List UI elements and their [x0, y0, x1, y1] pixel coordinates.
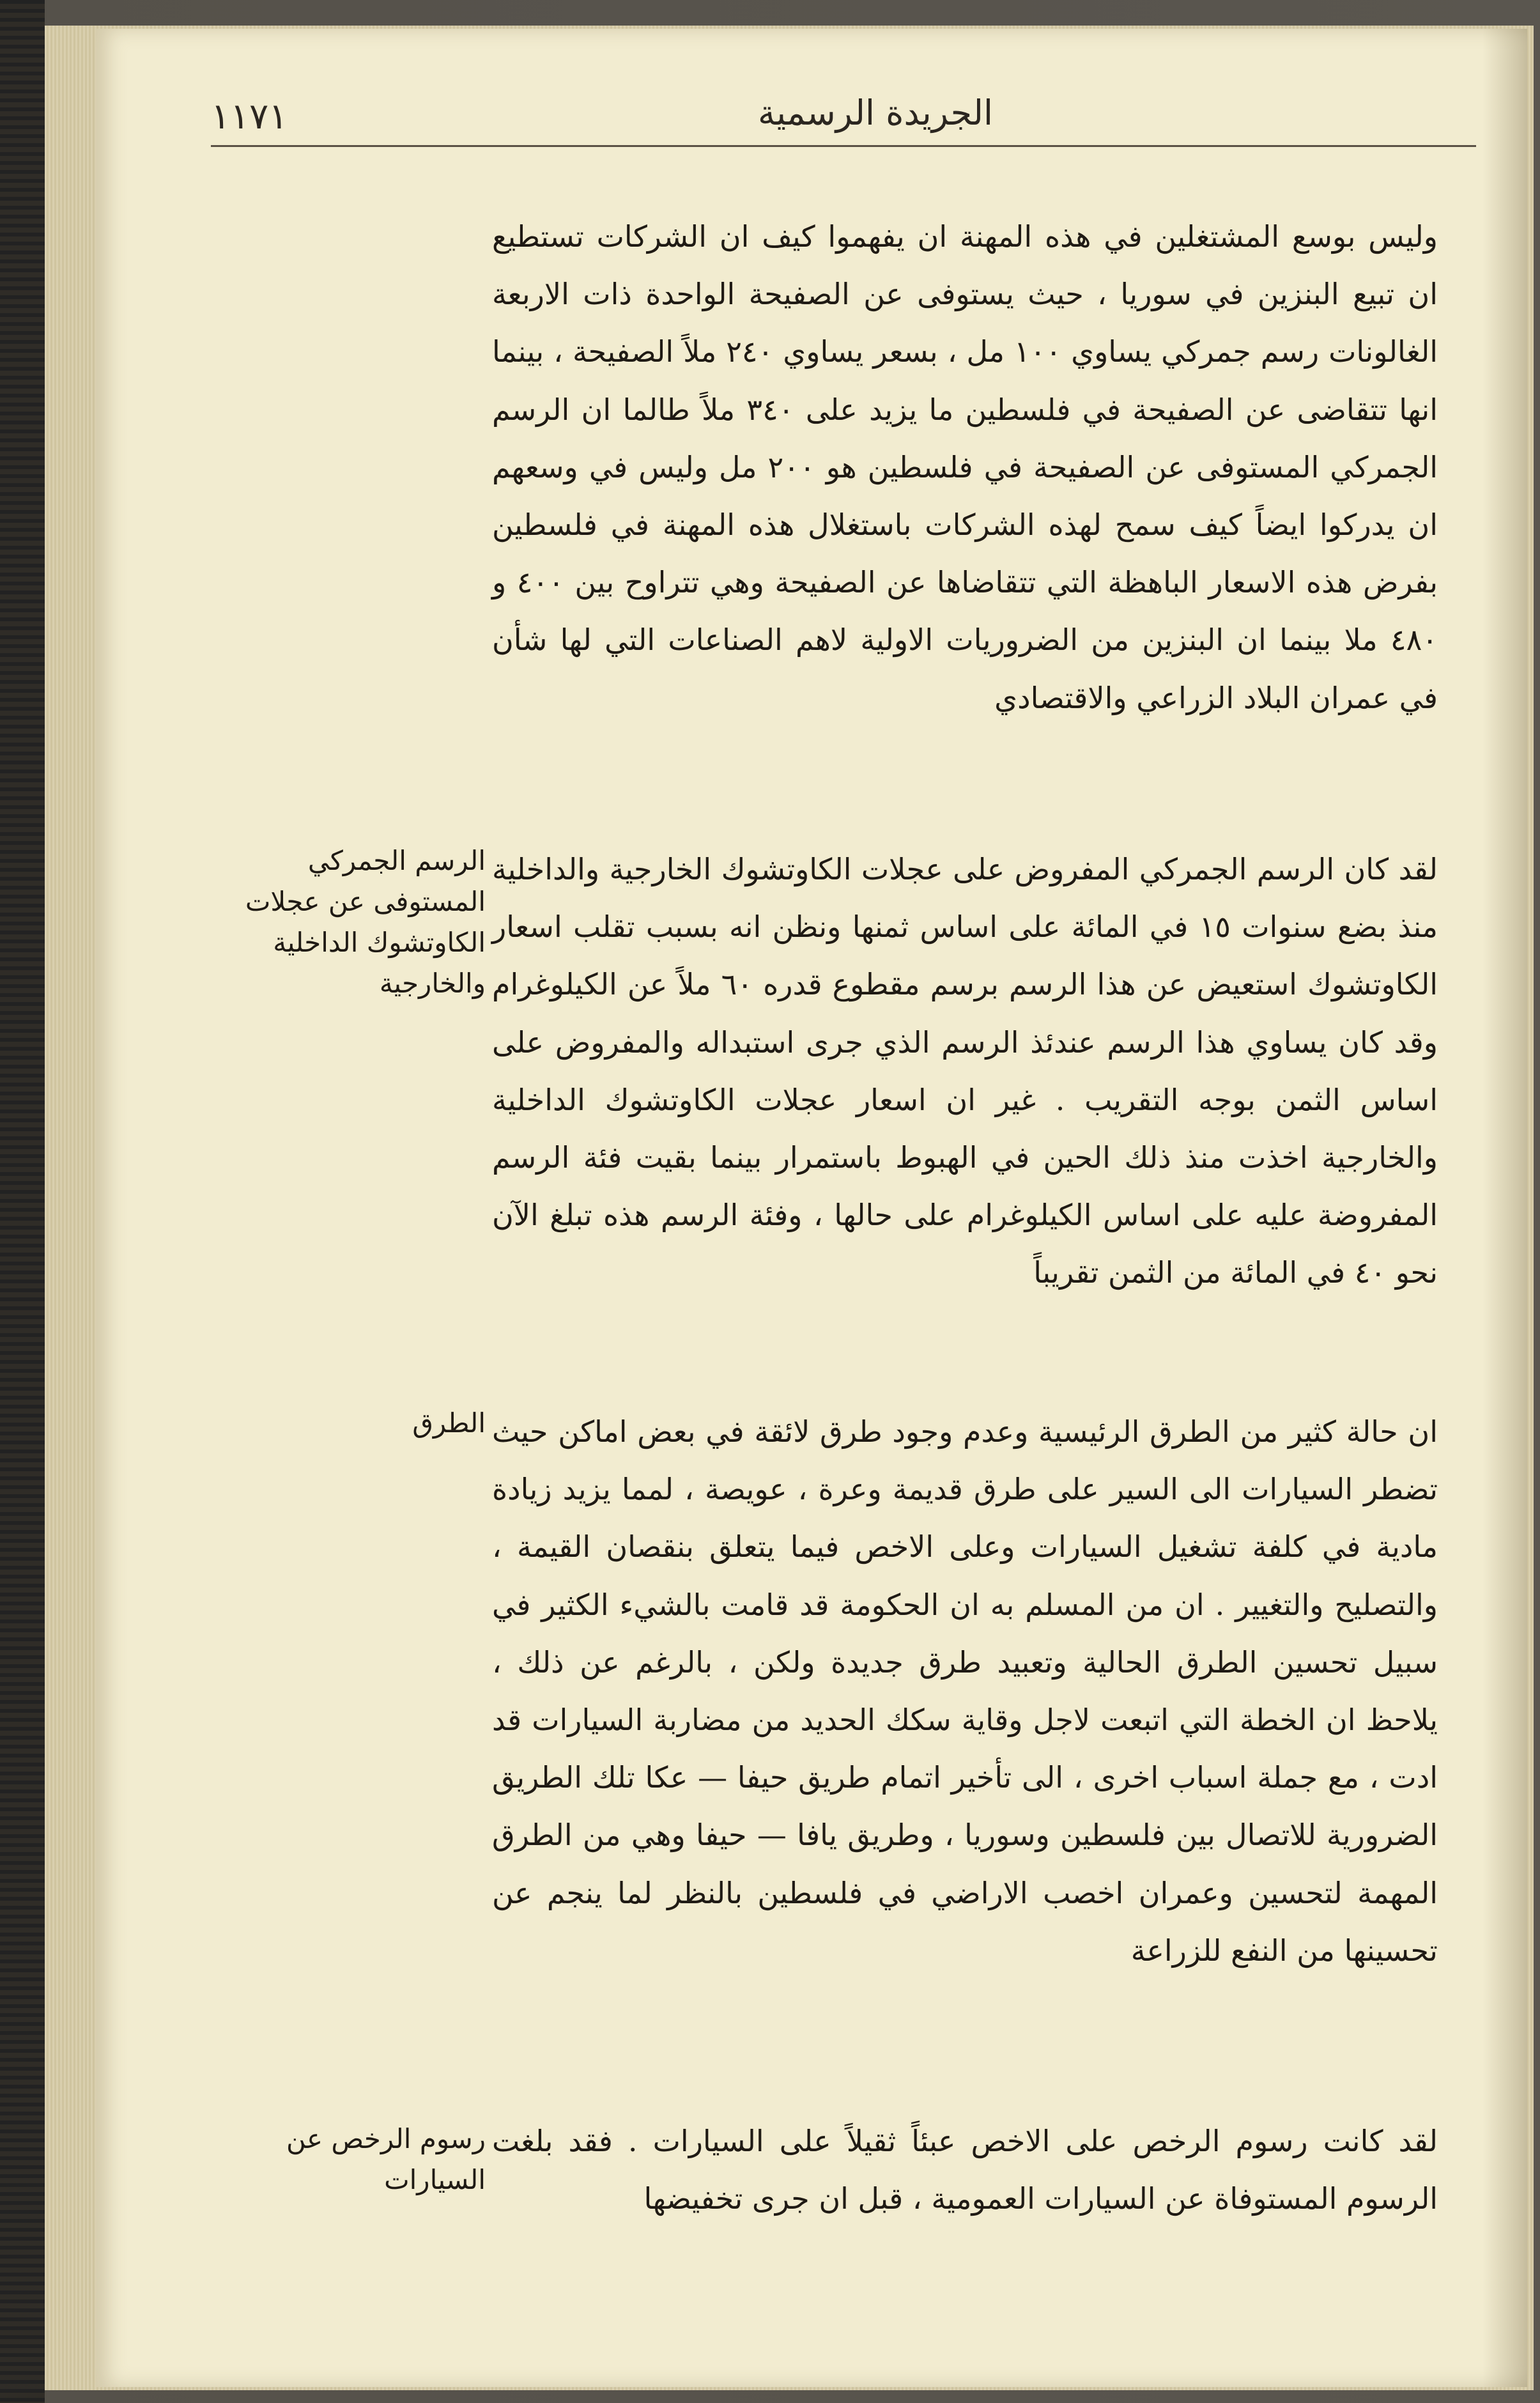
book-binding-edge	[0, 0, 45, 2403]
body-column	[492, 208, 1438, 2349]
paragraph-roads: ان حالة كثير من الطرق الرئيسية وعدم وجود طرق لائقة في بعض اماكن حيث تضطر السيارات الى السير على طرق قديمة وعرة ، عويصة ، لمما يزيد زيادة مادية في كلفة تشغيل السيارات وعلى الاخص فيما يتعلق بنقصان القيمة ، والتصليح والتغيير . ان من المسلم به ان الحكومة قد قامت بالشيء الكثير في سبيل تحسين الطرق الحالية وتعبيد طرق جديدة ولكن ، بالرغم عن ذلك ، يلاحظ ان الخطة التي اتبعت لاجل وقاية سكك الحديد من مضاربة السيارات قد ادت ، مع جملة اسباب اخرى ، الى تأخير اتمام طريق حيفا — عكا تلك الطريق الضرورية للاتصال بين فلسطين وسوريا ، وطريق يافا — حيفا وهي من الطرق المهمة لتحسين وعمران اخصب الاراضي في فلسطين بالنظر لما ينجم عن تحسينها من النفع للزراعة	[492, 1414, 1438, 1968]
page-edge-shadow	[1482, 29, 1527, 2387]
document-page	[96, 29, 1527, 2387]
page-header-title: الجريدة الرسمية	[758, 93, 993, 133]
margin-note-licence-fees: رسوم الرخص عن السيارات	[286, 2123, 486, 2195]
margin-note-roads: الطرق	[412, 1407, 486, 1439]
page-number: ١١٧١	[211, 96, 288, 137]
paragraph-licence-fees: لقد كانت رسوم الرخص على الاخص عبئاً ثقيلاً على السيارات . فقد بلغت الرسوم المستوفاة عن السيارات العمومية ، قبل ان جرى تخفيضها	[492, 2124, 1438, 2216]
header-rule	[211, 145, 1476, 147]
paragraph-petrol-prices: وليس بوسع المشتغلين في هذه المهنة ان يفهموا كيف ان الشركات تستطيع ان تبيع البنزين في سوريا ، حيث يستوفى عن الصفيحة الواحدة ذات الاربعة الغالونات رسم جمركي يساوي ١٠٠ مل ، بسعر يساوي ٢٤٠ ملاً الصفيحة ، بينما انها تتقاضى عن الصفيحة في فلسطين ما يزيد على ٣٤٠ ملاً طالما ان الرسم الجمركي المستوفى عن الصفيحة في فلسطين هو ٢٠٠ مل وليس في وسعهم ان يدركوا ايضاً كيف سمح لهذه الشركات باستغلال هذه المهنة في فلسطين بفرض هذه الاسعار الباهظة التي تتقاضاها عن الصفيحة وهي تتراوح بين ٤٠٠ و ٤٨٠ ملا بينما ان البنزين من الضروريات الاولية لاهم الصناعات التي لها شأن في عمران البلاد الزراعي والاقتصادي	[492, 219, 1438, 715]
margin-note-tyres-duty: الرسم الجمركي المستوفى عن عجلات الكاوتشوك الداخلية والخارجية	[245, 845, 486, 999]
paragraph-rubber-tyres-duty: لقد كان الرسم الجمركي المفروض على عجلات الكاوتشوك الخارجية والداخلية منذ بضع سنوات ١٥ في المائة على اساس ثمنها ونظن انه بسبب تقلب اسعار الكاوتشوك استعيض عن هذا الرسم برسم مقطوع قدره ٦٠ ملاً عن الكيلوغرام وقد كان يساوي هذا الرسم عندئذ الرسم الذي جرى استبداله والمفروض على اساس الثمن بوجه التقريب . غير ان اسعار عجلات الكاوتشوك الداخلية والخارجية اخذت منذ ذلك الحين في الهبوط باستمرار بينما بقيت فئة الرسم المفروضة عليه على اساس الكيلوغرام على حالها ، وفئة الرسم هذه تبلغ الآن نحو ٤٠ في المائة من الثمن تقريباً	[492, 852, 1438, 1290]
